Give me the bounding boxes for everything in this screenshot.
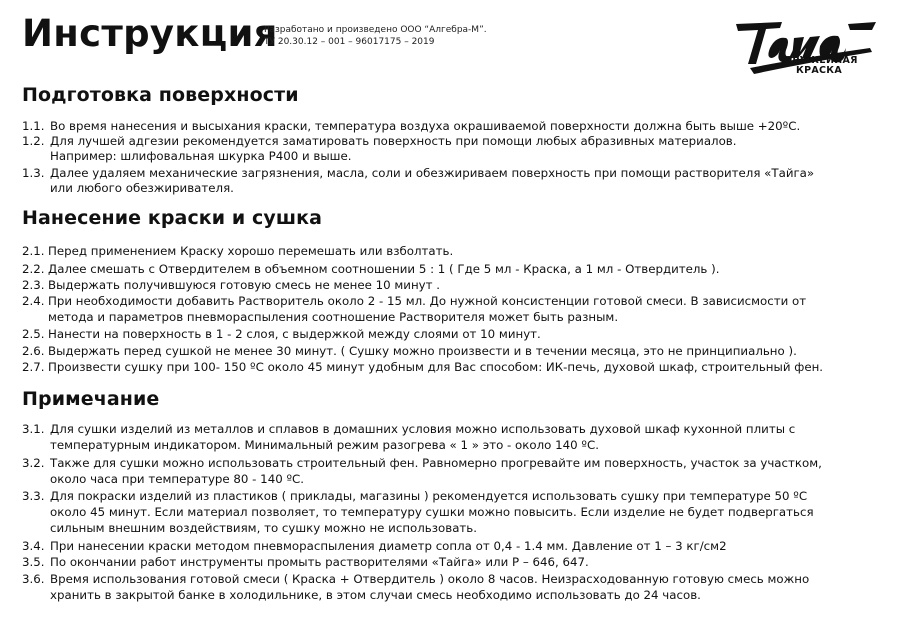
item-text-continued: хранить в закрытой банке в холодильнике, в этом случаи смесь необходимо использовать до 24 часов. [50,588,701,602]
item-number: 2.6. [22,344,45,358]
item-text: Выдержать получившуюся готовую смесь не менее 10 минут . [48,278,441,292]
item-number: 3.3. [22,489,45,503]
item-text-continued: температурным индикатором. Минимальный режим разогрева « 1 » это - около 140 ºС. [50,438,599,452]
item-number: 2.4. [22,294,45,308]
list-item [22,555,882,571]
list-item [22,489,882,505]
manufacturer-line: Разработано и произведено ООО “Алгебра-М”. [264,25,487,35]
item-text-continued: Например: шлифовальная шкурка Р400 и выше. [50,149,352,163]
item-number: 3.4. [22,539,45,553]
item-text: Нанести на поверхность в 1 - 2 слоя, с выдержкой между слоями от 10 минут. [48,327,541,341]
item-text: Во время нанесения и высыхания краски, температура воздуха окрашиваемой поверхности должна быть выше +20ºС. [50,119,801,133]
list-item [22,456,882,472]
item-text: Для сушки изделий из металлов и сплавов в домашних условия можно использовать духовой шкаф кухонной плиты с [50,422,796,436]
item-text: Далее смешать с Отвердителем в объемном соотношении 5 : 1 ( Где 5 мл - Краска, а 1 мл - Отвердитель ). [48,262,720,276]
item-number: 1.1. [22,119,45,133]
list-item [22,278,882,294]
item-number: 2.3. [22,278,45,292]
item-text: Произвести сушку при 100- 150 ºС около 45 минут удобным для Вас способом: ИК-печь, духовой шкаф, строительный фен. [48,360,824,374]
manufacturer-info [264,24,487,48]
list-item [22,119,882,135]
item-number: 3.1. [22,422,45,436]
item-number: 1.2. [22,134,45,148]
list-item [22,572,882,588]
item-text: Перед применением Краску хорошо перемешать или взболтать. [48,244,454,258]
item-text: Выдержать перед сушкой не менее 30 минут. ( Сушку можно произвести и в течении месяца, это не принципиально ). [48,344,797,358]
list-item [22,134,882,150]
item-text: При нанесении краски методом пневмораспыления диаметр сопла от 0,4 - 1.4 мм. Давление от 1 – 3 кг/см2 [50,539,727,553]
section-title-surface-prep: Подготовка поверхности [22,84,299,106]
item-text-continued: около часа при температуре 80 - 140 ºС. [50,472,304,486]
item-number: 2.7. [22,360,45,374]
section-title-notes: Примечание [22,388,160,410]
logo-subtitle [784,56,858,76]
item-number: 3.2. [22,456,45,470]
item-text-continued: метода и параметров пневмораспыления соотношение Растворителя может быть разным. [48,310,619,324]
list-item [22,360,882,376]
logo-subtitle-line: КРАСКА [796,65,842,76]
item-number: 2.2. [22,262,45,276]
item-text: Для покраски изделий из пластиков ( приклады, магазины ) рекомендуется использовать сушку при температуре 50 ºС [50,489,808,503]
item-number: 3.5. [22,555,45,569]
list-item [22,262,882,278]
section-title-application: Нанесение краски и сушка [22,207,323,229]
item-text: Для лучшей адгезии рекомендуется заматировать поверхность при помощи любых абразивных материалов. [50,134,737,148]
item-text: При необходимости добавить Растворитель около 2 - 15 мл. До нужной консистенции готовой смеси. В зависисмости от [48,294,807,308]
item-number: 2.5. [22,327,45,341]
item-number: 1.3. [22,166,45,180]
logo-subtitle-line: ОРУЖЕЙНАЯ [784,55,858,66]
spec-line: ТУ 20.30.12 – 001 – 96017175 – 2019 [264,37,435,47]
item-text-continued: сильным внешним воздействиям, то сушку можно не использовать. [50,521,477,535]
item-text: Далее удаляем механические загрязнения, масла, соли и обезжириваем поверхность при помощи растворителя «Тайга» [50,166,815,180]
item-number: 3.6. [22,572,45,586]
list-item [22,422,882,438]
item-text: Также для сушки можно использовать строительный фен. Равномерно прогревайте им поверхность, участок за участком, [50,456,822,470]
list-item [22,539,882,555]
item-text: По окончании работ инструменты промыть растворителями «Тайга» или Р – 646, 647. [50,555,589,569]
item-number: 2.1. [22,244,45,258]
list-item [22,344,882,360]
page-title: Инструкция [22,12,278,55]
item-text: Время использования готовой смеси ( Краска + Отвердитель ) около 8 часов. Неизрасходованную готовую смесь можно [50,572,810,586]
list-item [22,294,882,310]
list-item [22,244,882,260]
item-text-continued: или любого обезжиривателя. [50,181,234,195]
list-item [22,166,882,182]
list-item [22,327,882,343]
item-text-continued: около 45 минут. Если материал позволяет, то температуру сушки можно повысить. Если изделие не будет подвергаться [50,505,814,519]
